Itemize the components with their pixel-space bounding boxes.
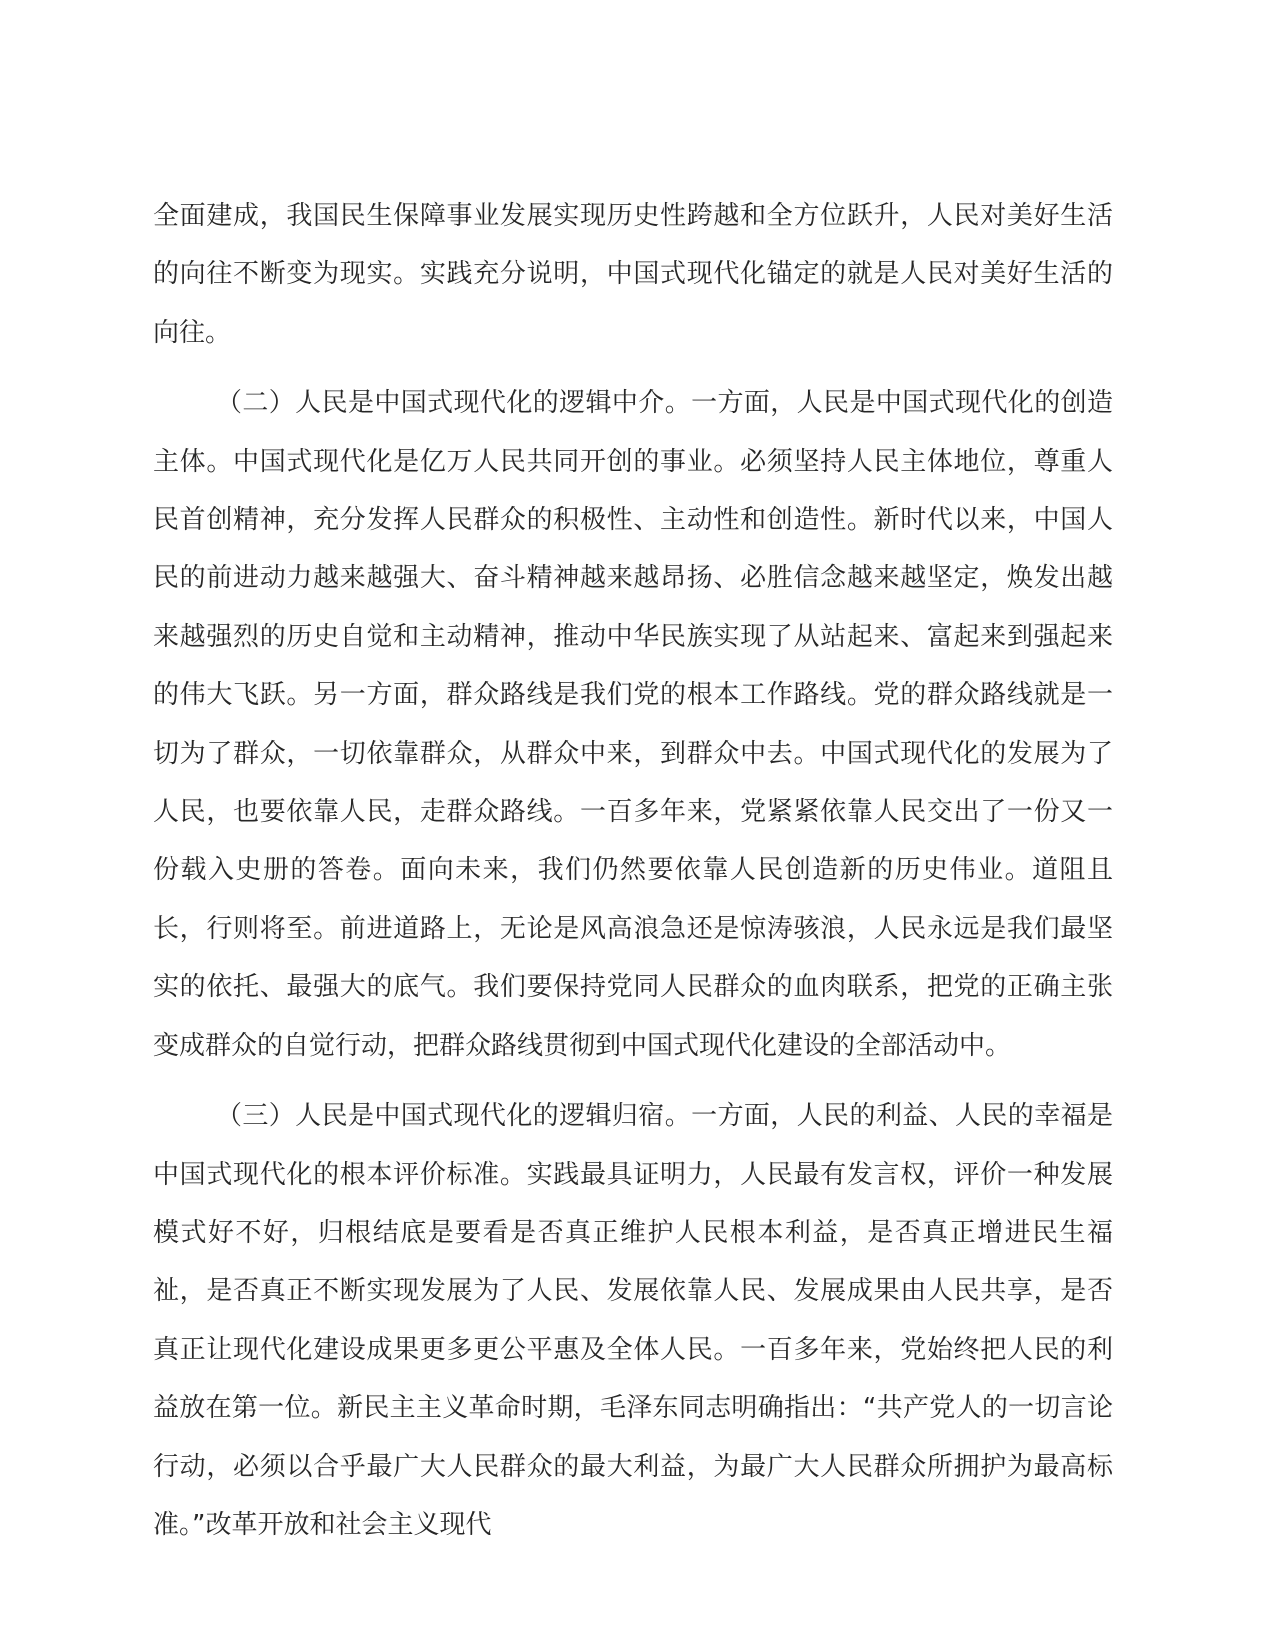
paragraph-continuation: 全面建成，我国民生保障事业发展实现历史性跨越和全方位跃升，人民对美好生活的向往不断变为现实。实践充分说明，中国式现代化锚定的就是人民对美好生活的向往。 — [153, 201, 1113, 348]
document-body — [153, 187, 1113, 1554]
paragraph-section-three: （三）人民是中国式现代化的逻辑归宿。一方面，人民的利益、人民的幸福是中国式现代化的根本评价标准。实践最具证明力，人民最有发言权，评价一种发展模式好不好，归根结底是要看是否真正维护人民根本利益，是否真正增进民生福祉，是否真正不断实现发展为了人民、发展依靠人民、发展成果由人民共享，是否真正让现代化建设成果更多更公平惠及全体人民。一百多年来，党始终把人民的利益放在第一位。新民主主义革命时期，毛泽东同志明确指出：“共产党人的一切言论行动，必须以合乎最广大人民群众的最大利益，为最广大人民群众所拥护为最高标准。”改革开放和社会主义现代 — [153, 1101, 1113, 1540]
paragraph-section-two: （二）人民是中国式现代化的逻辑中介。一方面，人民是中国式现代化的创造主体。中国式现代化是亿万人民共同开创的事业。必须坚持人民主体地位，尊重人民首创精神，充分发挥人民群众的积极性、主动性和创造性。新时代以来，中国人民的前进动力越来越强大、奋斗精神越来越昂扬、必胜信念越来越坚定，焕发出越来越强烈的历史自觉和主动精神，推动中华民族实现了从站起来、富起来到强起来的伟大飞跃。另一方面，群众路线是我们党的根本工作路线。党的群众路线就是一切为了群众，一切依靠群众，从群众中来，到群众中去。中国式现代化的发展为了人民，也要依靠人民，走群众路线。一百多年来，党紧紧依靠人民交出了一份又一份载入史册的答卷。面向未来，我们仍然要依靠人民创造新的历史伟业。道阻且长，行则将至。前进道路上，无论是风高浪急还是惊涛骇浪，人民永远是我们最坚实的依托、最强大的底气。我们要保持党同人民群众的血肉联系，把党的正确主张变成群众的自觉行动，把群众路线贯彻到中国式现代化建设的全部活动中。 — [153, 388, 1113, 1061]
